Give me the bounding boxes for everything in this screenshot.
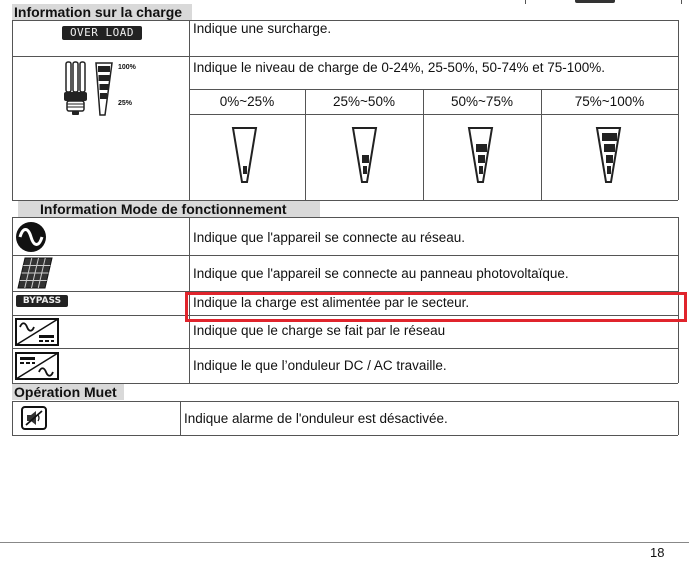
load-level-icon-100: 100%	[118, 64, 136, 71]
gauge-50-75-icon	[466, 126, 496, 184]
gauge-segment	[479, 166, 483, 174]
gauge-segment	[604, 144, 615, 152]
load-level-icon	[60, 60, 150, 120]
section-title-mode-text: Information Mode de fonctionnement	[40, 201, 287, 217]
dc-ac-description: Indique le que l’onduleur DC / AC travaille.	[193, 358, 447, 373]
gauge-segment	[607, 166, 611, 174]
grid-description: Indique que l'appareil se connecte au réseau.	[193, 230, 466, 245]
dc-ac-inverter-icon	[15, 352, 59, 380]
gauge-segment	[362, 155, 369, 163]
section-title-mode	[18, 201, 320, 217]
load-level-icon-25: 25%	[118, 100, 133, 107]
page-number: 18	[650, 545, 665, 560]
footer-rule	[0, 542, 689, 543]
mute-speaker-icon	[21, 406, 47, 430]
highlight-box	[185, 292, 687, 322]
range-header-0-25: 0%~25%	[219, 94, 275, 109]
range-header-25-50: 25%~50%	[333, 94, 395, 109]
overload-icon-text: OVER LOAD	[69, 26, 135, 39]
gauge-segment	[606, 155, 613, 163]
bypass-icon-text: BYPASS	[22, 296, 62, 306]
ac-dc-charger-icon	[15, 318, 59, 346]
range-header-50-75: 50%~75%	[451, 94, 513, 109]
bypass-description: Indique la charge est alimentée par le secteur.	[193, 295, 470, 310]
gauge-0-25-icon	[230, 126, 260, 184]
mute-description: Indique alarme de l'onduleur est désactivée.	[184, 411, 448, 426]
gauge-segment	[476, 144, 487, 152]
overload-description: Indique une surcharge.	[193, 21, 332, 36]
gauge-segment	[602, 133, 617, 141]
bypass-icon	[16, 295, 68, 307]
gauge-segment	[478, 155, 485, 163]
ac-dc-description: Indique que le charge se fait par le réseau	[193, 323, 446, 338]
gauge-75-100-icon	[594, 126, 624, 184]
section-title-charge: Information sur la charge	[12, 4, 192, 20]
ac-grid-icon	[15, 221, 47, 253]
overload-icon	[62, 26, 142, 40]
bulb-icon	[60, 60, 150, 120]
pv-panel-icon	[17, 257, 53, 289]
gauge-25-50-icon	[350, 126, 380, 184]
gauge-segment	[363, 166, 367, 174]
load-level-description: Indique le niveau de charge de 0-24%, 25-50%, 50-74% et 75-100%.	[193, 60, 606, 75]
pv-description: Indique que l'appareil se connecte au panneau photovoltaïque.	[193, 266, 569, 281]
gauge-segment	[243, 166, 247, 174]
section-title-mute: Opération Muet	[12, 384, 124, 400]
range-header-75-100: 75%~100%	[574, 94, 645, 109]
